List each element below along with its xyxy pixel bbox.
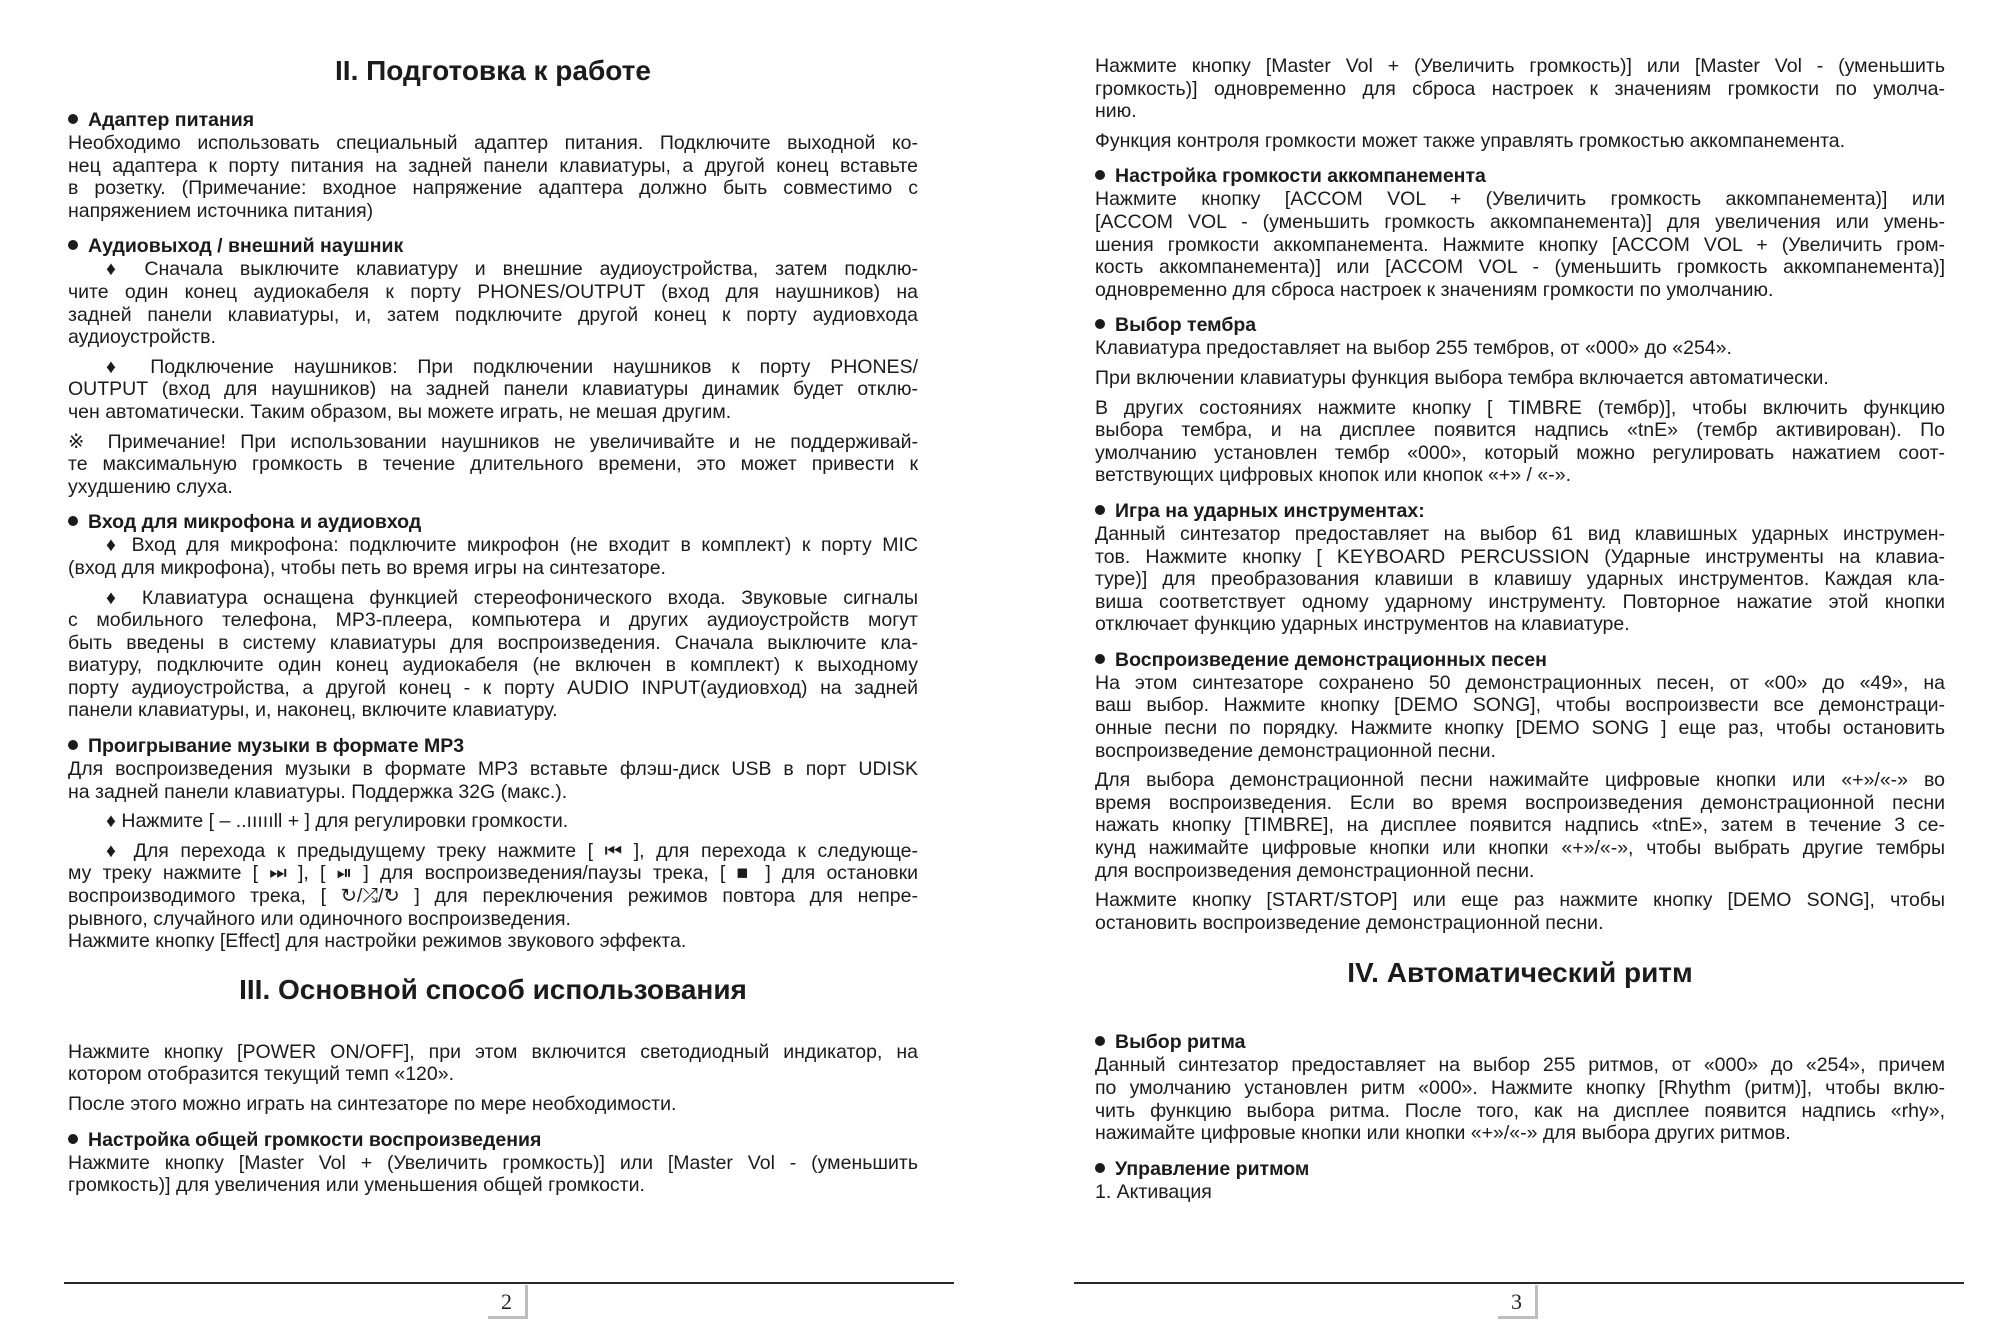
- para-audio-out-2: ♦ Подключение наушников: При подключении наушников к порту PHONES/ OUTPUT (вход для наушников) на задней панели клавиатуры динамик будет отклю- чен автоматически. Таким образом, вы можете играть, не мешая другим.: [68, 355, 918, 423]
- para-power-adapter: Необходимо использовать специальный адаптер питания. Подключите выходной ко- нец адаптера к порту питания на задней панели клавиатуры, а другой конец вставьте в розетку. (Примечание: входное напряжение адаптера должно быть совместимо с напряжением источника питания): [68, 132, 918, 222]
- para-master-reset: Нажмите кнопку [Master Vol + (Увеличить громкость)] или [Master Vol - (уменьшить громкость)] одновременно для сброса настроек к значениям громкости по умолча- нию.: [1095, 55, 1945, 123]
- para-timbre-3: В других состояниях нажмите кнопку [ TIMBRE (тембр)], чтобы включить функцию выбора тембра, и на дисплее появится надпись «tnE» (тембр активирован). По умолчанию установлен тембр «000», который можно регулировать нажатием соот- ветствующих цифровых кнопок или кнопок «+» / «-».: [1095, 396, 1945, 487]
- bullet-icon: [1095, 505, 1105, 515]
- bullet-icon: [1095, 654, 1105, 664]
- para-accom: Нажмите кнопку [ACCOM VOL + (Увеличить громкость аккомпанемента)] или [ACCOM VOL - (уменьшить громкость аккомпанемента)] для увеличения или умень- шения громкости аккомпанемента. Нажмите кнопку [ACCOM VOL + (Увеличить гром- кость аккомпанемента)] или [ACCOM VOL - (уменьшить громкость аккомпанемента)] одновременно для сброса настроек к значениям громкости по умолчанию.: [1095, 188, 1945, 301]
- para-mic-in-1: ♦ Вход для микрофона: подключите микрофон (не входит в комплект) к порту MIC (вход для микрофона), чтобы петь во время игры на синтезаторе.: [68, 534, 918, 579]
- para-demo-2: Для выбора демонстрационной песни нажимайте цифровые кнопки или «+»/«-» во время воспроизведения. Если во время воспроизведения демонстрационной песни нажать кнопку [TIMBRE], на дисплее появится надпись «tnE», затем в течение 3 се- кунд нажимайте цифровые кнопки или кнопки «+»/«-», чтобы выбрать другие тембры для воспроизведения демонстрационной песни.: [1095, 769, 1945, 882]
- para-timbre-1: Клавиатура предоставляет на выбор 255 тембров, от «000» до «254».: [1095, 337, 1732, 360]
- para-mp3-volume: ♦ Нажмите [ – ..ıııııll + ] для регулировки громкости.: [106, 810, 569, 833]
- heading-audio-out: Аудиовыход / внешний наушник: [68, 234, 918, 258]
- page-number-left: 2: [488, 1285, 528, 1319]
- para-demo-1: На этом синтезаторе сохранено 50 демонстрационных песен, от «00» до «49», на ваш выбор. Нажмите кнопку [DEMO SONG], чтобы воспроизвести все демонстраци- онные песни по порядку. Нажмите кнопку [DEMO SONG ] еще раз, чтобы остановить воспроизведение демонстрационной песни.: [1095, 671, 1945, 762]
- bullet-icon: [68, 740, 78, 750]
- para-master-reset-2: Функция контроля громкости может также управлять громкостью аккомпанемента.: [1095, 129, 1846, 152]
- footer-rule-left: [64, 1282, 954, 1284]
- para-mp3-effect: Нажмите кнопку [Effect] для настройки режимов звукового эффекта.: [68, 930, 687, 953]
- page-number-right: 3: [1498, 1285, 1538, 1319]
- bullet-icon: [68, 516, 78, 526]
- para-rhythm: Данный синтезатор предоставляет на выбор 255 ритмов, от «000» до «254», причем по умолчанию установлен ритм «000». Нажмите кнопку [Rhythm (ритм)], чтобы вклю- чить функцию выбора ритма. После того, как на дисплее появится надпись «rhy», нажимайте цифровые кнопки или кнопки «+»/«-» для выбора других ритмов.: [1095, 1054, 1945, 1145]
- para-mp3-2: ♦ Для перехода к предыдущему треку нажмите [ ⏮ ], для перехода к следующе- му треку нажмите [ ⏭ ], [ ⏯ ] для воспроизведения/паузы трека, [ ■ ] для остановки воспроизводимого трека, [ ↻/⤮/↻ ] для переключения режимов повтора для непре- рывного, случайного или одиночного воспроизведения.: [68, 839, 918, 930]
- heading-mp3: Проигрывание музыки в формате MP3: [68, 734, 918, 758]
- para-master-vol: Нажмите кнопку [Master Vol + (Увеличить громкость)] или [Master Vol - (уменьшить громкость)] для увеличения или уменьшения общей громкости.: [68, 1151, 918, 1197]
- para-mic-in-2: ♦ Клавиатура оснащена функцией стереофонического входа. Звуковые сигналы с мобильного телефона, MP3-плеера, компьютера и других аудиоустройств могут быть введены в систему клавиатуры для воспроизведения. Сначала выключите кла- виатуру, подключите один конец аудиокабеля (не включен в комплект) к выходному порту аудиоустройства, а другой конец - к порту AUDIO INPUT(аудиовход) на задней панели клавиатуры, и, наконец, включите клавиатуру.: [68, 586, 918, 722]
- para-audio-out-note: ※ Примечание! При использовании наушников не увеличивайте и не поддерживай- те максимальную громкость в течение длительного времени, это может привести к ухудшению слуха.: [68, 430, 918, 498]
- heading-master-vol: Настройка общей громкости воспроизведения: [68, 1128, 918, 1152]
- section-title-4: IV. Автоматический ритм: [1347, 957, 1693, 989]
- section-title-2: II. Подготовка к работе: [335, 55, 651, 86]
- heading-demo: Воспроизведение демонстрационных песен: [1095, 648, 1945, 672]
- heading-rhythm-control: Управление ритмом: [1095, 1157, 1945, 1181]
- bullet-icon: [68, 114, 78, 124]
- bullet-icon: [1095, 170, 1105, 180]
- bullet-icon: [1095, 1163, 1105, 1173]
- heading-rhythm: Выбор ритма: [1095, 1030, 1945, 1054]
- bullet-icon: [68, 1134, 78, 1144]
- para-percussion: Данный синтезатор предоставляет на выбор 61 вид клавишных ударных инструмен- тов. Нажмите кнопку [ KEYBOARD PERCUSSION (Ударные инструменты на клавиа- туре)] для преобразования клавиши в клавишу ударных инструментов. Каждая кла- виша соответствует одному ударному инструменту. Повторное нажатие этой кнопки отключает функцию ударных инструментов на клавиатуре.: [1095, 522, 1945, 636]
- heading-power-adapter: Адаптер питания: [68, 108, 918, 132]
- right-page: [1095, 0, 1945, 1327]
- para-basic-1: Нажмите кнопку [POWER ON/OFF], при этом включится светодиодный индикатор, на котором отобразится текущий темп «120».: [68, 1040, 918, 1086]
- heading-timbre: Выбор тембра: [1095, 313, 1945, 337]
- bullet-icon: [1095, 1036, 1105, 1046]
- footer-rule-right: [1074, 1282, 1964, 1284]
- heading-percussion: Игра на ударных инструментах:: [1095, 499, 1945, 523]
- para-timbre-2: При включении клавиатуры функция выбора тембра включается автоматически.: [1095, 366, 1829, 389]
- heading-mic-in: Вход для микрофона и аудиовход: [68, 510, 918, 534]
- para-demo-3: Нажмите кнопку [START/STOP] или еще раз нажмите кнопку [DEMO SONG], чтобы остановить воспроизведение демонстрационной песни.: [1095, 889, 1945, 934]
- para-audio-out-1: ♦ Сначала выключите клавиатуру и внешние аудиоустройства, затем подклю- чите один конец аудиокабеля к порту PHONES/OUTPUT (вход для наушников) на задней панели клавиатуры, и, затем подключите другой конец к порту аудиовхода аудиоустройств.: [68, 258, 918, 349]
- para-basic-2: После этого можно играть на синтезаторе по мере необходимости.: [68, 1093, 677, 1115]
- para-rhythm-control: 1. Активация: [1095, 1180, 1212, 1203]
- para-mp3-1: Для воспроизведения музыки в формате MP3 вставьте флэш-диск USB в порт UDISK на задней панели клавиатуры. Поддержка 32G (макс.).: [68, 758, 918, 803]
- bullet-icon: [68, 240, 78, 250]
- section-title-3: III. Основной способ использования: [239, 973, 747, 1005]
- bullet-icon: [1095, 319, 1105, 329]
- heading-accom: Настройка громкости аккомпанемента: [1095, 164, 1945, 188]
- left-page: [68, 0, 918, 1327]
